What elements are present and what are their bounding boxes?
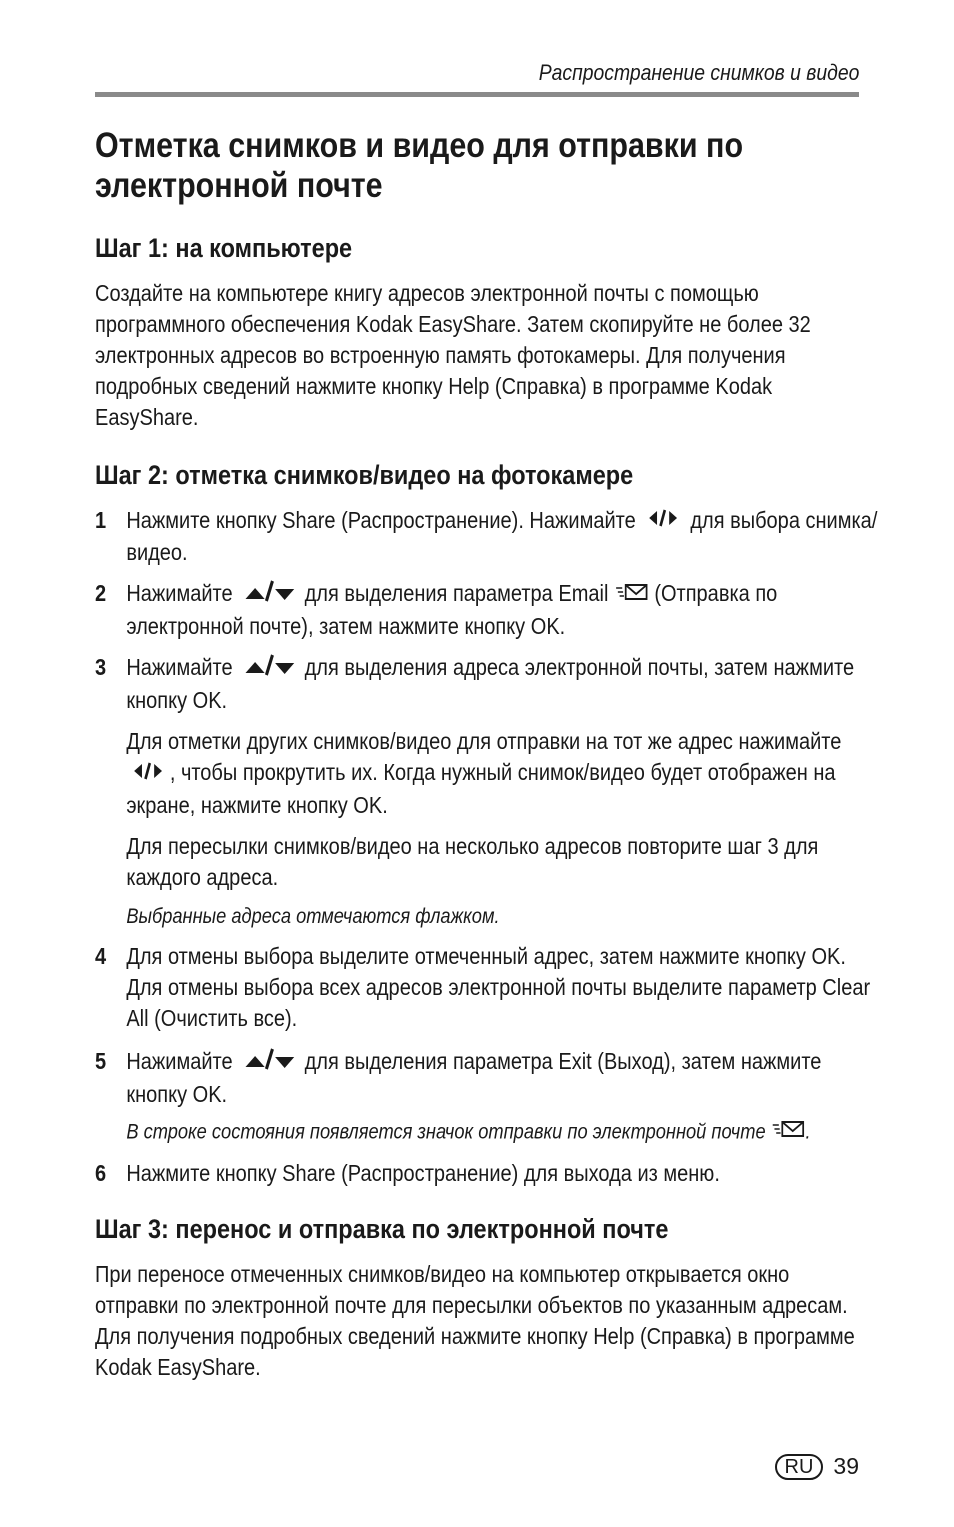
step2-heading: Шаг 2: отметка снимков/видео на фотокамере xyxy=(95,460,634,490)
step-number: 1 xyxy=(95,507,107,533)
step-text: для выделения адреса электронной почты, затем нажмите кнопку OK. xyxy=(126,654,855,714)
step3-extra-2: Для пересылки снимков/видео на несколько адресов повторите шаг 3 для каждого адреса. xyxy=(126,832,819,890)
step-number: 4 xyxy=(95,942,107,969)
list-item xyxy=(95,941,883,1034)
step-text: Нажмите кнопку Share (Распространение) для выхода из меню. xyxy=(126,1159,720,1186)
up-down-arrows-icon xyxy=(238,579,299,611)
step-text: для выделения параметра Exit (Выход), затем нажмите кнопку OK. xyxy=(126,1047,822,1107)
step-text: для выбора снимка/видео. xyxy=(126,507,878,566)
step-text: Нажмите кнопку Share (Распространение). Нажимайте xyxy=(126,507,636,533)
step-number: 5 xyxy=(95,1047,107,1074)
step-text: В строке состояния появляется значок отправки по электронной почте xyxy=(126,1120,766,1144)
step-text: Нажимайте xyxy=(126,1047,233,1074)
list-item xyxy=(95,1158,883,1189)
step-number: 6 xyxy=(95,1159,107,1186)
step-text: Нажимайте xyxy=(126,580,233,607)
language-badge: RU xyxy=(775,1454,824,1480)
left-right-arrows-icon xyxy=(641,506,685,537)
step-number: 3 xyxy=(95,654,107,681)
step-number: 2 xyxy=(95,580,107,607)
step-text: . xyxy=(805,1120,811,1144)
step1-text: Создайте на компьютере книгу адресов электронной почты с помощью программного обеспечения Kodak EasyShare. Затем скопируйте не более 32 электронных адресов во встроенную память фотокамеры. Для получения подробных сведений нажмите кнопку Help (Справка) в программе Kodak EasyShare. xyxy=(95,280,811,430)
step-text: для выделения параметра Email xyxy=(304,580,609,607)
step5-note xyxy=(126,1118,883,1148)
list-item xyxy=(95,652,883,930)
step-text: Для отметки других снимков/видео для отправки на тот же адрес нажимайте xyxy=(126,728,842,755)
step-text: (Отправка по электронной почте), затем нажмите кнопку OK. xyxy=(126,580,778,640)
page-footer xyxy=(775,1453,859,1480)
page-title: Отметка снимков и видео для отправки по электронной почте xyxy=(95,126,744,205)
step1-heading: Шаг 1: на компьютере xyxy=(95,233,353,263)
email-icon xyxy=(614,580,649,611)
list-item xyxy=(95,578,883,642)
page-number: 39 xyxy=(833,1453,859,1479)
step3-note: Выбранные адреса отмечаются флажком. xyxy=(126,904,500,928)
email-icon xyxy=(771,1118,806,1148)
running-header: Распространение снимков и видео xyxy=(538,60,859,85)
left-right-arrows-icon xyxy=(126,759,170,790)
header-rule xyxy=(95,92,859,97)
up-down-arrows-icon xyxy=(238,1047,299,1079)
step3-extra-1 xyxy=(126,726,883,820)
step3-heading: Шаг 3: перенос и отправка по электронной почте xyxy=(95,1213,669,1244)
step-text: , чтобы прокрутить их. Когда нужный снимок/видео будет отображен на экране, нажмите кнопку OK. xyxy=(126,759,836,818)
step-text: Нажимайте xyxy=(126,654,233,681)
content-column xyxy=(95,126,878,1383)
content xyxy=(95,126,878,1383)
step-text: Для отмены выбора выделите отмеченный адрес, затем нажмите кнопку OK. Для отмены выбора всех адресов электронной почты выделите параметр Clear All (Очистить все). xyxy=(126,942,871,1031)
up-down-arrows-icon xyxy=(238,653,299,685)
step3-text: При переносе отмеченных снимков/видео на компьютер открывается окно отправки по электронной почте для пересылки объектов по указанным адресам. Для получения подробных сведений нажмите кнопку Help (Справка) в программе Kodak EasyShare. xyxy=(95,1260,855,1380)
list-item xyxy=(95,1046,883,1148)
list-item xyxy=(95,505,883,568)
